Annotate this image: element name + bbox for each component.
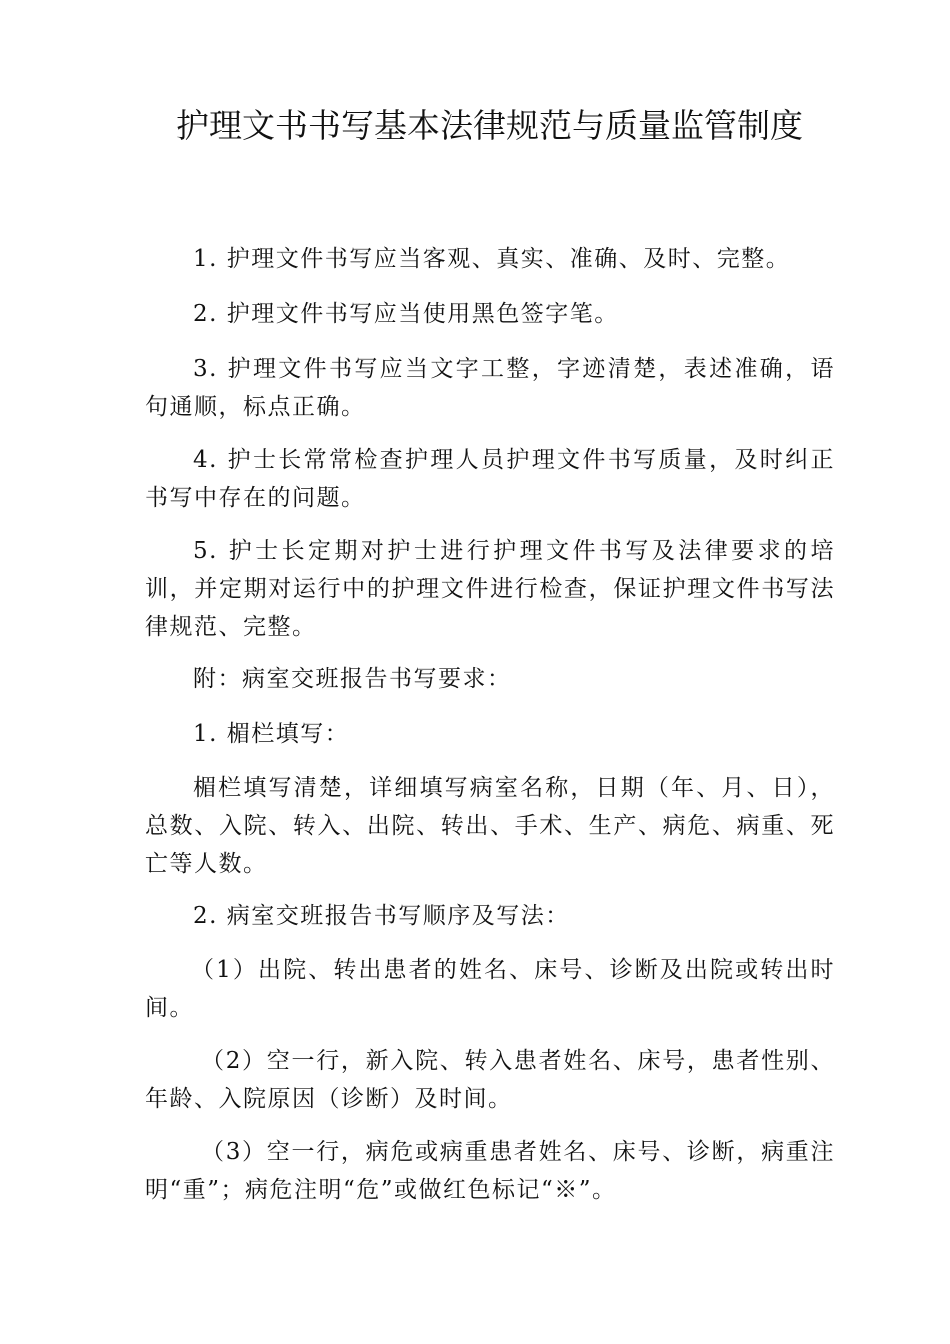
appendix-item-2-heading: 2. 病室交班报告书写顺序及写法：: [193, 903, 570, 929]
paragraph-rule-1: 1. 护理文件书写应当客观、真实、准确、及时、完整。: [193, 246, 791, 272]
paragraph-rule-2: 2. 护理文件书写应当使用黑色签字笔。: [193, 301, 619, 327]
appendix-heading: 附：病室交班报告书写要求：: [193, 666, 512, 692]
paragraph-rule-3: 3. 护理文件书写应当文字工整，字迹清楚，表述准确，语句通顺，标点正确。: [145, 356, 835, 420]
appendix-item-1-heading: 1. 楣栏填写：: [193, 721, 350, 747]
appendix-item-2-sub-1: （1）出院、转出患者的姓名、床号、诊断及出院或转出时间。: [145, 957, 835, 1021]
appendix-item-2-sub-3: （3）空一行，病危或病重患者姓名、床号、诊断，病重注明“重”；病危注明“危”或做红色标记“※”。: [145, 1139, 835, 1203]
paragraph-rule-5: 5. 护士长定期对护士进行护理文件书写及法律要求的培训，并定期对运行中的护理文件进行检查，保证护理文件书写法律规范、完整。: [145, 538, 835, 640]
appendix-item-2-sub-2: （2）空一行，新入院、转入患者姓名、床号，患者性别、年龄、入院原因（诊断）及时间。: [145, 1048, 835, 1112]
paragraph-rule-4: 4. 护士长常常检查护理人员护理文件书写质量，及时纠正书写中存在的问题。: [145, 447, 835, 511]
appendix-item-1-body: 楣栏填写清楚，详细填写病室名称，日期（年、月、日），总数、入院、转入、出院、转出、手术、生产、病危、病重、死亡等人数。: [145, 775, 835, 877]
document-title: 护理文书书写基本法律规范与质量监管制度: [176, 106, 803, 145]
